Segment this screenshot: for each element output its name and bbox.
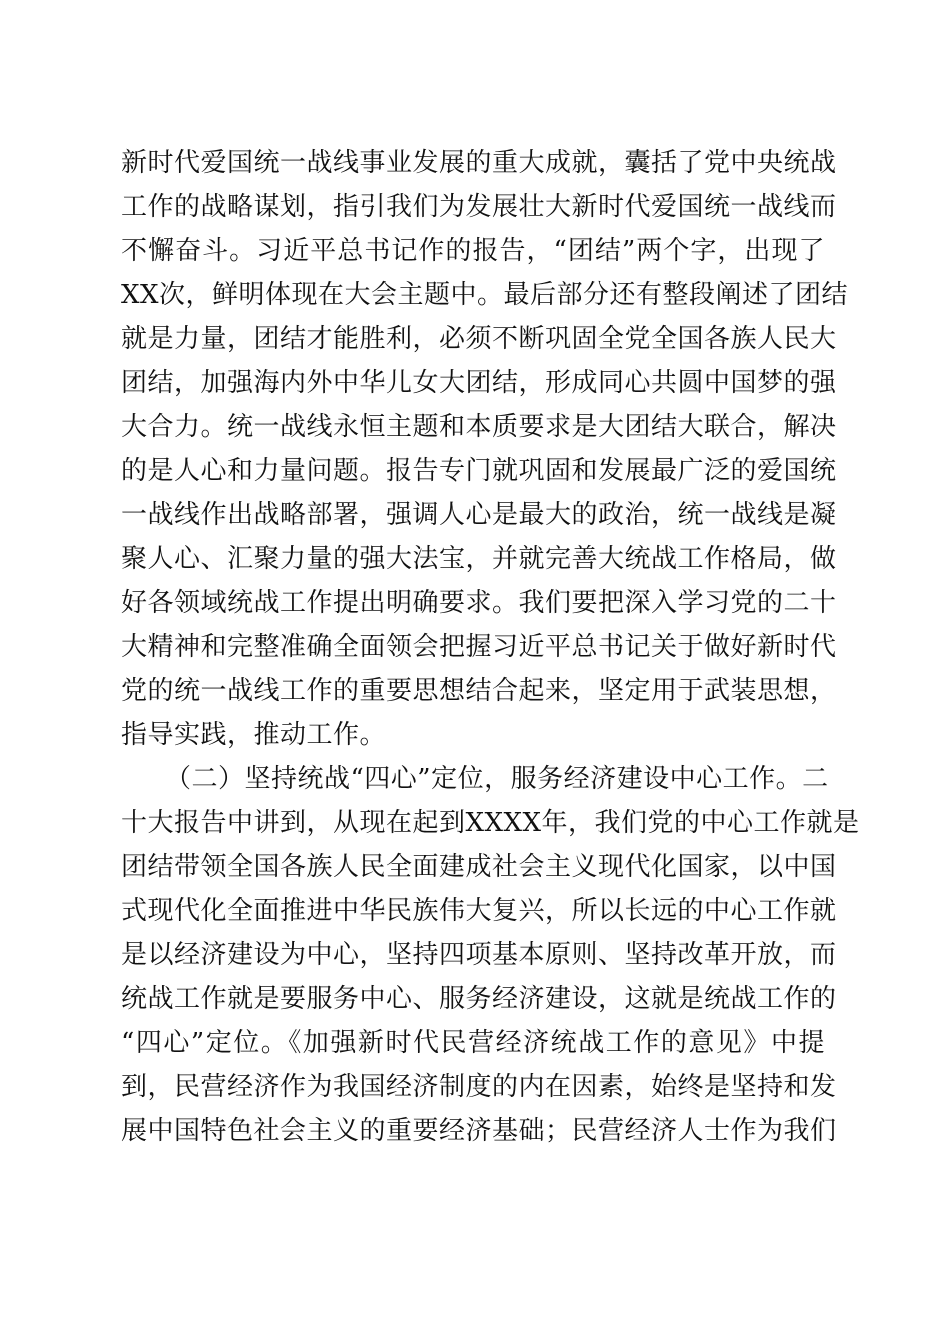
paragraph-line: 一战线作出战略部署，强调人心是最大的政治，统一战线是凝 [121,500,837,530]
paragraph-line: 团结带领全国各族人民全面建成社会主义现代化国家，以中国 [121,852,837,882]
paragraph-line: 统战工作就是要服务中心、服务经济建设，这就是统战工作的 [121,984,837,1014]
paragraph-line: 就是力量，团结才能胜利，必须不断巩固全党全国各族人民大 [121,324,837,354]
paragraph-line: “四心”定位。《加强新时代民营经济统战工作的意见》中提 [121,1028,825,1058]
paragraph-1 [121,141,849,757]
section-heading-line: （二）坚持统战“四心”定位，服务经济建设中心工作。二 [165,764,829,794]
paragraph-line: 新时代爱国统一战线事业发展的重大成就，囊括了党中央统战 [121,148,837,178]
paragraph-line: 大精神和完整准确全面领会把握习近平总书记关于做好新时代 [121,632,837,662]
paragraph-line: 十大报告中讲到，从现在起到XXXX年，我们党的中心工作就是 [121,808,860,838]
paragraph-line: 党的统一战线工作的重要思想结合起来，坚定用于武装思想， [121,676,837,706]
paragraph-line: 团结，加强海内外中华儿女大团结，形成同心共圆中国梦的强 [121,368,837,398]
paragraph-line: XX次，鲜明体现在大会主题中。最后部分还有整段阐述了团结 [121,280,849,310]
paragraph-line: 不懈奋斗。习近平总书记作的报告，“团结”两个字，出现了 [121,236,825,266]
paragraph-line: 式现代化全面推进中华民族伟大复兴，所以长远的中心工作就 [121,896,837,926]
paragraph-line: 是以经济建设为中心，坚持四项基本原则、坚持改革开放，而 [121,940,837,970]
paragraph-line: 指导实践，推动工作。 [121,720,387,750]
paragraph-line: 展中国特色社会主义的重要经济基础；民营经济人士作为我们 [121,1116,837,1146]
paragraph-line: 好各领域统战工作提出明确要求。我们要把深入学习党的二十 [121,588,837,618]
paragraph-line: 到，民营经济作为我国经济制度的内在因素，始终是坚持和发 [121,1072,837,1102]
document-body [121,141,860,1153]
paragraph-line: 工作的战略谋划，指引我们为发展壮大新时代爱国统一战线而 [121,192,837,222]
paragraph-line: 聚人心、汇聚力量的强大法宝，并就完善大统战工作格局，做 [121,544,837,574]
paragraph-line: 的是人心和力量问题。报告专门就巩固和发展最广泛的爱国统 [121,456,837,486]
paragraph-line: 大合力。统一战线永恒主题和本质要求是大团结大联合，解决 [121,412,837,442]
paragraph-2 [121,757,860,1153]
